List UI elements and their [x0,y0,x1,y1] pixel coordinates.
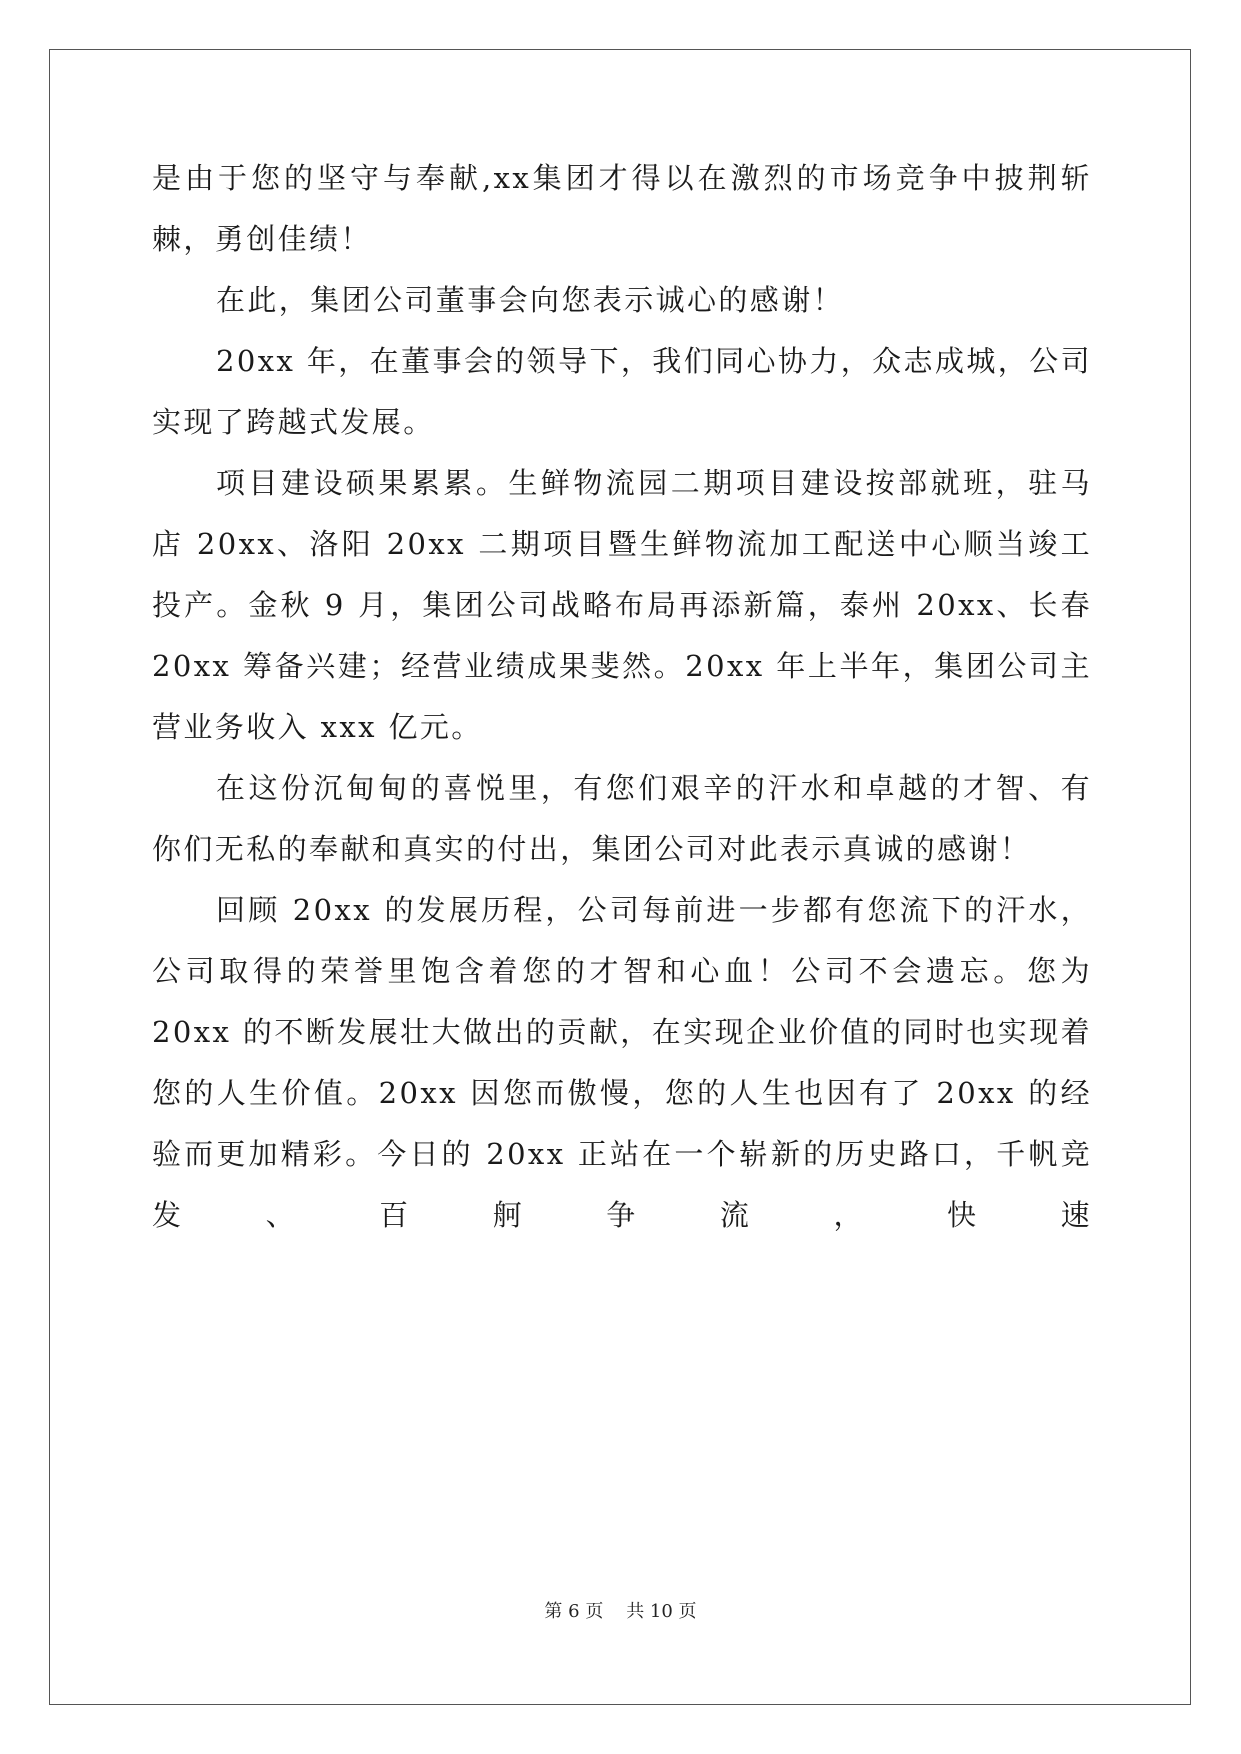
paragraph-1: 是由于您的坚守与奉献,xx集团才得以在激烈的市场竞争中披荆斩棘，勇创佳绩！ [152,161,1092,256]
page-footer [0,1597,1241,1623]
paragraph-6: 回顾 20xx 的发展历程，公司每前进一步都有您流下的汗水，公司取得的荣誉里饱含着您的才智和心血！公司不会遗忘。您为 20xx 的不断发展壮大做出的贡献，在实现企业价值的同时也实现着您的人生价值。20xx 因您而傲慢，您的人生也因有了 20xx 的经验而更加精彩。今日的 20xx 正站在一个崭新的历史路口，千帆竞发、百舸争流，快速 [152,893,1092,1232]
document-body [152,148,1092,1246]
paragraph-2: 在此，集团公司董事会向您表示诚心的感谢！ [216,283,845,317]
page-number-label: 第 6 页 共 10 页 [544,1601,697,1622]
paragraph-5: 在这份沉甸甸的喜悦里，有您们艰辛的汗水和卓越的才智、有你们无私的奉献和真实的付出，集团公司对此表示真诚的感谢！ [152,771,1092,866]
paragraph-3: 20xx 年，在董事会的领导下，我们同心协力，众志成城，公司实现了跨越式发展。 [152,344,1092,439]
paragraph-4: 项目建设硕果累累。生鲜物流园二期项目建设按部就班，驻马店 20xx、洛阳 20xx 二期项目暨生鲜物流加工配送中心顺当竣工投产。金秋 9 月，集团公司战略布局再添新篇，泰州 20xx、长春 20xx 筹备兴建；经营业绩成果斐然。20xx 年上半年，集团公司主营业务收入 xxx 亿元。 [152,466,1092,744]
